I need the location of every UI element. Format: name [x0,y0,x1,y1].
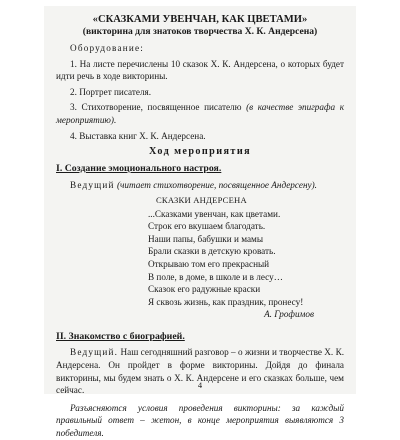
document-page [44,6,356,439]
poem-body [148,208,344,309]
equipment-item-1: 1. На листе перечислены 10 сказок Х. К. Андерсена, о которых будет идти речь в ходе викторины. [56,58,344,82]
course-heading: Ход мероприятия [148,146,252,158]
poem-line: Сказок его радужные краски [148,284,261,295]
page-number: 4 [197,380,203,391]
poem-line: В поле, в доме, в школе и в лесу… [148,271,283,282]
rules-paragraph: Разъясняются условия проведения викторины: за каждый правильный ответ – жетон, в конце мероприятия выявляются 3 победителя. [56,402,344,439]
poem-title: СКАЗКИ АНДЕРСЕНА [156,194,247,205]
equipment-label: Оборудование: [70,43,145,53]
narrator-line: Ведущий (читает стихотворение, посвященное Андерсену). [70,180,317,191]
page-subtitle: (викторина для знатоков творчества Х. К. Андерсена) [82,26,318,37]
poem-line: Брали сказки в детскую кровать. [148,246,276,257]
poem-author: А. Грофимов [264,309,314,320]
poem-line: ...Сказками увенчан, как цветами. [148,208,281,219]
equipment-item-4: 4. Выставка книг Х. К. Андерсена. [70,130,206,141]
poem-line: Я сквозь жизнь, как праздник, пронесу! [148,296,304,307]
poem-line: Наши папы, бабушки и мамы [148,233,264,244]
equipment-item-2: 2. Портрет писателя. [70,86,152,97]
narrator2-paragraph: Ведущий. Наш сегодняшний разговор – о жизни и творчестве Х. К. Андерсена. Он пройдет в форме викторины. Дойдя до финала викторины, мы будем знать о Х. К. Андерсене и его сказках больше, чем сейчас. [56,347,345,396]
section2-heading: II. Знакомство с биографией. [56,330,185,342]
equipment-item-3: 3. Стихотворение, посвященное писателю (в качестве эпиграфа к мероприятию). [56,102,344,125]
poem-line: Строк его вкушаем благодать. [148,221,266,232]
page-title: «СКАЗКАМИ УВЕНЧАН, КАК ЦВЕТАМИ» [92,14,308,25]
section1-heading: I. Создание эмоционального настроя. [56,162,222,174]
poem-line: Открываю том его прекрасный [148,258,270,269]
